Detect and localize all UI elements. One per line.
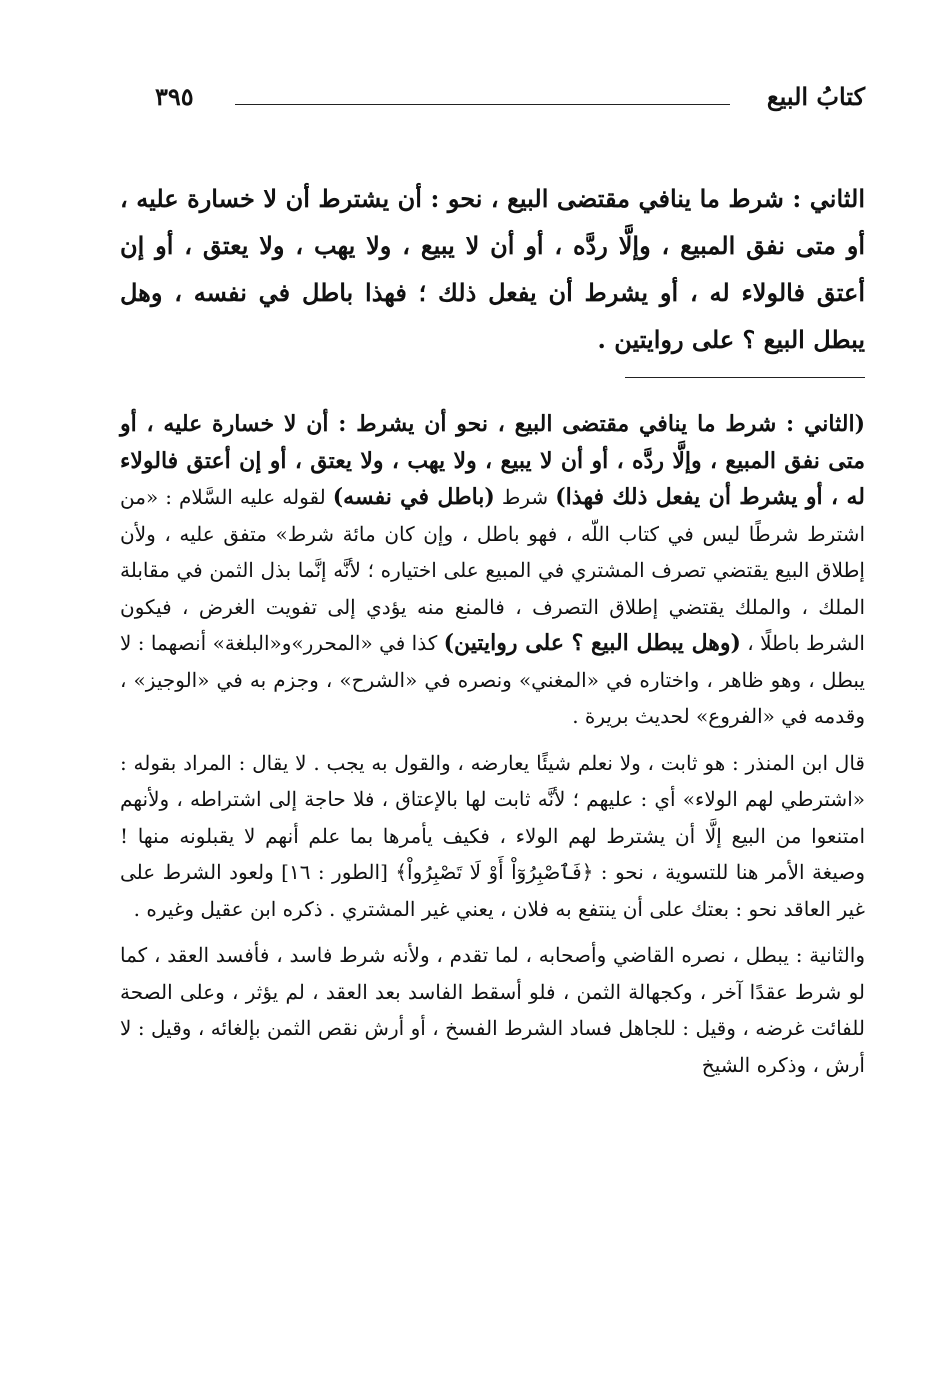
- page-header: [120, 82, 865, 122]
- commentary-text: لقوله عليه السَّلام : «من اشترط شرطًا ليس في كتاب اللّه ، فهو باطل ، وإن كان مائة شرط» متفق عليه ، ولأن إطلاق البيع يقتضي تصرف المشتري في المبيع على اختياره ؛ لأنَّه إنَّما بذل الثمن في مقابلة الملك ، والملك يقتضي إطلاق التصرف ، فالمنع منه يؤدي إلى تفويت الغرض ، فيكون الشرط باطلًا ،: [120, 485, 865, 655]
- quoted-matn: (الثاني : شرط ما ينافي مقتضى البيع ، نحو أن يشرط : أن لا خسارة عليه ، أو متى نفق المبيع ، وإلَّا ردَّه ، أو أن لا يبيع ، ولا يهب ، ولا يعتق ، أو إن أعتق فالولاء له ، أو يشرط أن يفعل ذلك فهذا): [120, 411, 865, 510]
- quoted-matn: (باطل في نفسه): [332, 484, 495, 510]
- main-text: [120, 175, 865, 363]
- commentary-paragraph-2: قال ابن المنذر : هو ثابت ، ولا نعلم شيئًا يعارضه ، والقول به يجب . لا يقال : المراد بقوله : «اشترطي لهم الولاء» أي : عليهم ؛ لأنَّه ثابت لها بالإعتاق ، فلا حاجة إلى اشتراطه ، ولأنهم امتنعوا من البيع إلَّا أن يشترط لهم الولاء ، فكيف يأمرها بما علم أنهم لا يقبلونه منها ! وصيغة الأمر هنا للتسوية ، نحو : ﴿فَٱصْبِرُوٓاْ أَوْ لَا تَصْبِرُواْ﴾ [الطور : ١٦] ولعود الشرط على غير العاقد نحو : بعتك على أن ينتفع به فلان ، يعني غير المشتري . ذكره ابن عقيل وغيره .: [120, 750, 865, 921]
- commentary: [120, 406, 865, 1093]
- commentary-text: كذا في «المحرر»و«البلغة» أنصهما : لا يبطل ، وهو ظاهر ، واختاره في «المغني» ونصره في «الشرح» ، وجزم به في «الوجيز» ، وقدمه في «الفروع» لحديث بريرة .: [120, 631, 865, 728]
- quoted-matn: (وهل يبطل البيع ؟ على روايتين): [443, 630, 741, 656]
- page-number: ٣٩٥: [155, 82, 194, 111]
- chapter-title: كتابُ البيع: [766, 82, 865, 111]
- commentary-paragraph-3: والثانية : يبطل ، نصره القاضي وأصحابه ، لما تقدم ، ولأنه شرط فاسد ، فأفسد العقد ، كما لو شرط عقدًا آخر ، وكجهالة الثمن ، فلو أسقط الفاسد بعد العقد ، لم يؤثر ، وعلى الصحة للفائت غرضه ، وقيل : للجاهل فساد الشرط الفسخ ، أو أرش نقص الثمن بإلغائه ، وقيل : لا أرش ، وذكره الشيخ: [120, 943, 865, 1077]
- commentary-text: شرط: [494, 485, 556, 509]
- main-text-paragraph: الثاني : شرط ما ينافي مقتضى البيع ، نحو : أن يشترط أن لا خسارة عليه ، أو متى نفق المبيع ، وإلَّا ردَّه ، أو أن لا يبيع ، ولا يهب ، ولا يعتق ، أو إن أعتق فالولاء له ، أو يشرط أن يفعل ذلك ؛ فهذا باطل في نفسه ، وهل يبطل البيع ؟ على روايتين .: [120, 184, 865, 354]
- header-rule: [235, 104, 730, 105]
- commentary-paragraph-1: [120, 406, 865, 735]
- text-separator: [625, 377, 865, 378]
